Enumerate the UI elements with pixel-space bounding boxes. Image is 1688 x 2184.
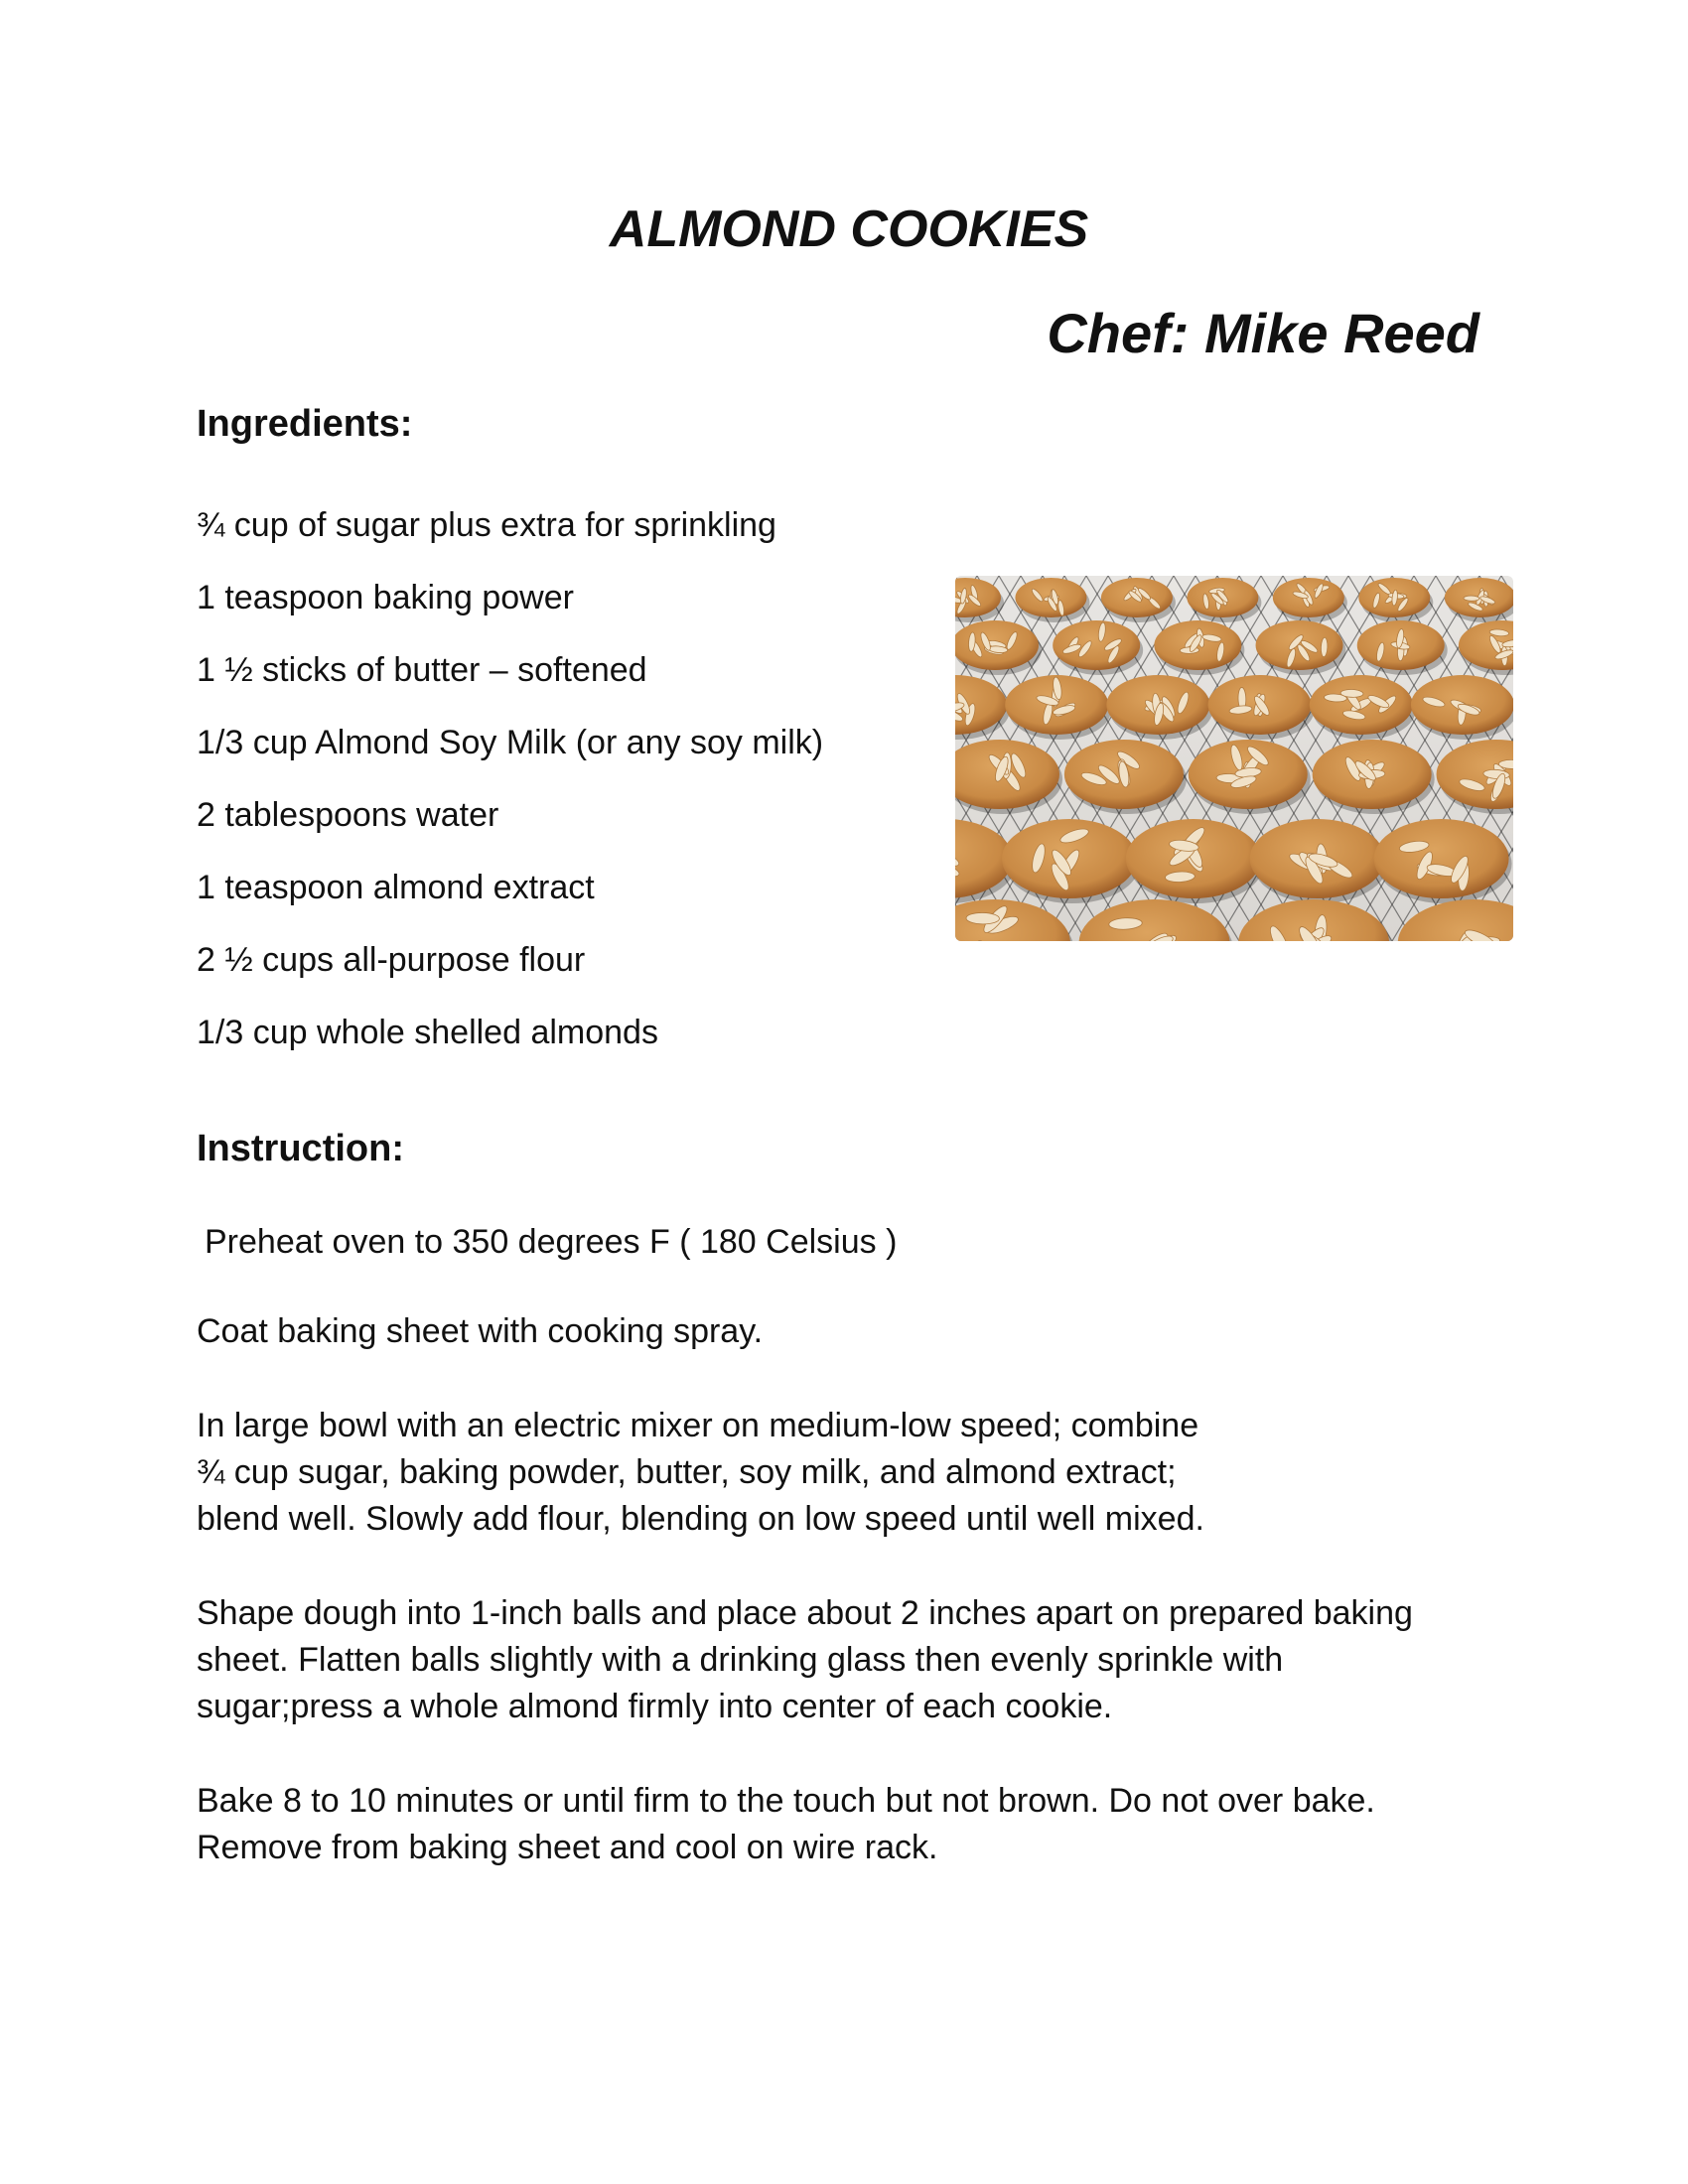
instruction-step: Bake 8 to 10 minutes or until firm to the touch but not brown. Do not over bake. Remove from baking sheet and cool on wire rack.	[197, 1782, 1375, 1866]
ingredient-item: ¾ cup of sugar plus extra for sprinkling	[197, 506, 776, 544]
instructions-list	[197, 1219, 1507, 1919]
chef-name: Chef: Mike Reed	[1047, 302, 1479, 364]
instruction-step: In large bowl with an electric mixer on medium-low speed; combine ¾ cup sugar, baking powder, butter, soy milk, and almond extract; blend well. Slowly add flour, blending on low speed until well mixed.	[197, 1407, 1204, 1538]
cookie	[1053, 620, 1140, 670]
ingredient-item: 2 ½ cups all-purpose flour	[197, 941, 586, 979]
instruction-step: Coat baking sheet with cooking spray.	[197, 1312, 764, 1350]
page-title	[0, 199, 1688, 260]
almond-slice	[1464, 596, 1479, 602]
ingredients-heading: Ingredients:	[197, 403, 413, 445]
instruction-step: Shape dough into 1-inch balls and place about 2 inches apart on prepared baking sheet. Flatten balls slightly with a drinking glass then evenly sprinkle with sugar;press a whole almond firmly into center of each cookie.	[197, 1594, 1413, 1725]
page-title-text: ALMOND COOKIES	[609, 201, 1089, 258]
almond-slice	[966, 912, 1000, 924]
ingredient-item: 1 ½ sticks of butter – softened	[197, 651, 647, 689]
ingredient-item: 2 tablespoons water	[197, 796, 499, 834]
almond-cookies-photo	[955, 576, 1513, 941]
ingredients-list	[197, 489, 823, 1069]
instruction-step: Preheat oven to 350 degrees F ( 180 Celsius )	[205, 1223, 898, 1261]
ingredient-item: 1 teaspoon almond extract	[197, 869, 595, 906]
cookies-on-rack-image	[955, 576, 1513, 941]
ingredient-item: 1/3 cup Almond Soy Milk (or any soy milk)	[197, 724, 824, 761]
cookie	[1374, 819, 1509, 898]
instructions-heading: Instruction:	[197, 1128, 404, 1169]
ingredient-item: 1/3 cup whole shelled almonds	[197, 1014, 658, 1051]
ingredient-item: 1 teaspoon baking power	[197, 579, 574, 616]
